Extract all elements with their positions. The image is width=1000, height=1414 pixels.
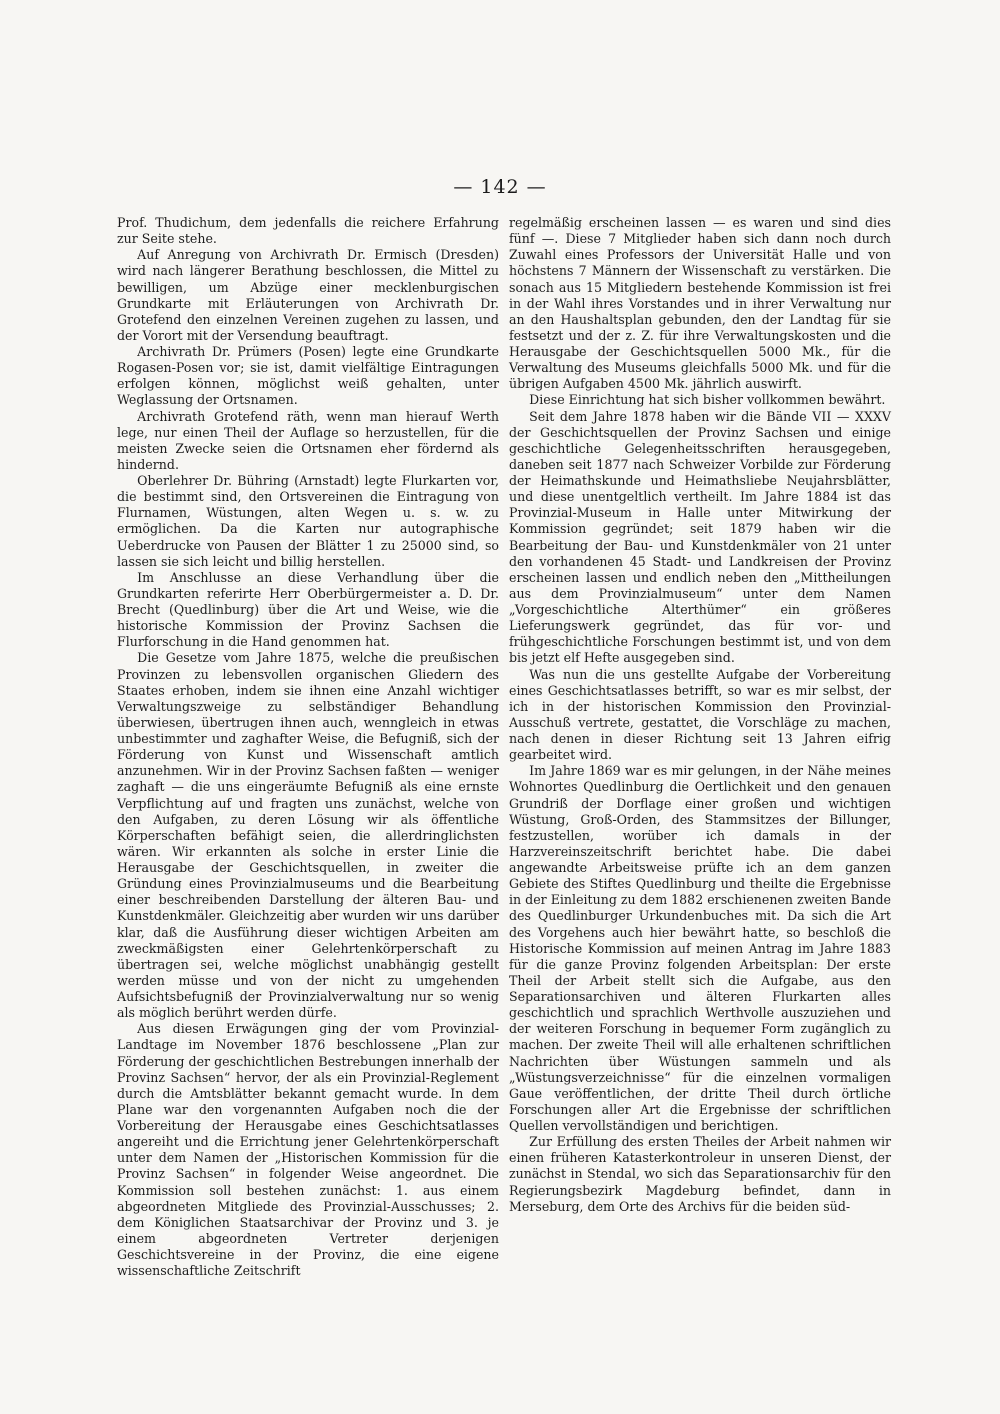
paragraph: Oberlehrer Dr. Bühring (Arnstadt) legte Flurkarten vor, die bestimmt sind, den Ortsvereinen die Eintragung von Flurnamen, Wüstungen, alten Wegen u. s. w. zu ermöglichen. Da die Karten nur autographische Ueberdrucke von Pausen der Blätter 1 zu 25000 sind, so lassen sie sich leicht und billig herstellen. [117,473,499,569]
paragraph: regelmäßig erscheinen lassen — es waren und sind dies fünf —. Diese 7 Mitglieder haben sich dann noch durch Zuwahl eines Professors der Universität Halle und von höchstens 7 Männern der Wissenschaft zu verstärken. Die sonach aus 15 Mitgliedern bestehende Kommission ist frei in der Wahl ihres Vorstandes und in ihrer Verwaltung nur an den Haushaltsplan gebunden, den der Landtag für sie festsetzt und der z. Z. für ihre Verwaltungskosten und die Herausgabe der Geschichtsquellen 5000 Mk., für die Verwaltung des Museums gleichfalls 5000 Mk. und für die übrigen Aufgaben 4500 Mk. jährlich auswirft. [509,215,891,392]
paragraph: Die Gesetze vom Jahre 1875, welche die preußischen Provinzen zu lebensvollen organischen Gliedern des Staates erhoben, indem sie ihnen eine Anzahl wichtiger Verwaltungszweige zu selbständiger Behandlung überwiesen, übertrugen ihnen auch, wenngleich in etwas unbestimmter und zaghafter Weise, die Befugniß, sich der Förderung von Kunst und Wissenschaft amtlich anzunehmen. Wir in der Provinz Sachsen faßten — weniger zaghaft — die uns eingeräumte Befugniß als eine ernste Verpflichtung auf und fragten uns zunächst, welche von den Aufgaben, zu deren Lösung wir als öffentliche Körperschaften befähigt seien, die allerdringlichsten wären. Wir erkannten als solche in erster Linie die Herausgabe der Geschichtsquellen, in zweiter die Gründung eines Provinzialmuseums und die Bearbeitung einer beschreibenden Darstellung der älteren Bau- und Kunstdenkmäler. Gleichzeitig aber wurden wir uns darüber klar, daß die Ausführung dieser wichtigen Arbeiten am zweckmäßigsten einer Gelehrtenkörperschaft zu übertragen sei, welche möglichst unabhängig gestellt werden müsse und von der nicht zu umgehenden Aufsichtsbefugniß der Provinzialverwaltung nur so wenig als möglich berührt werden dürfe. [117,650,499,1021]
left-column [117,215,499,1279]
paragraph: Auf Anregung von Archivrath Dr. Ermisch (Dresden) wird nach längerer Berathung beschlossen, die Mittel zu bewilligen, um Abzüge einer mecklenburgischen Grundkarte mit Erläuterungen von Archivrath Dr. Grotefend den einzelnen Vereinen zugehen zu lassen, und der Vorort mit der Versendung beauftragt. [117,247,499,343]
page-number: — 142 — [453,176,547,198]
paragraph: Seit dem Jahre 1878 haben wir die Bände VII — XXXV der Geschichtsquellen der Provinz Sachsen und einige geschichtliche Gelegenheitsschriften herausgegeben, daneben seit 1877 nach Schweizer Vorbilde zur Förderung der Heimathskunde und Heimathsliebe Neujahrsblätter, und diese unentgeltlich vertheilt. Im Jahre 1884 ist das Provinzial-Museum in Halle unter Mitwirkung der Kommission gegründet; seit 1879 haben wir die Bearbeitung der Bau- und Kunstdenkmäler von 21 unter den vorhandenen 45 Stadt- und Landkreisen der Provinz erscheinen lassen und endlich neben den „Mittheilungen aus dem Provinzialmuseum“ unter dem Namen „Vorgeschichtliche Alterthümer“ ein größeres Lieferungswerk gegründet, das für vor- und frühgeschichtliche Forschungen bestimmt ist, und von dem bis jetzt elf Hefte ausgegeben sind. [509,408,891,666]
paragraph: Archivrath Grotefend räth, wenn man hierauf Werth lege, nur einen Theil der Auflage so herzustellen, für die meisten Zwecke seien die Ortsnamen eher fördernd als hindernd. [117,408,499,472]
paragraph: Diese Einrichtung hat sich bisher vollkommen bewährt. [529,392,886,408]
paragraph: Aus diesen Erwägungen ging der vom Provinzial-Landtage im November 1876 beschlossene „Plan zur Förderung der geschichtlichen Bestrebungen innerhalb der Provinz Sachsen“ hervor, der als ein Provinzial-Reglement durch die Amtsblätter bekannt gemacht wurde. In dem Plane war den vorgenannten Aufgaben noch die der Vorbereitung der Herausgabe eines Geschichtsatlasses angereiht und die Errichtung jener Gelehrtenkörperschaft unter dem Namen der „Historischen Kommission für die Provinz Sachsen“ in folgender Weise angeordnet. Die Kommission soll bestehen zunächst: 1. aus einem abgeordneten Mitgliede des Provinzial-Ausschusses; 2. dem Königlichen Staatsarchivar der Provinz und 3. je einem abgeordneten Vertreter derjenigen Geschichtsvereine in der Provinz, die eine eigene wissenschaftliche Zeitschrift [117,1021,499,1279]
paragraph: Prof. Thudichum, dem jedenfalls die reichere Erfahrung zur Seite stehe. [117,215,499,247]
paragraph: Im Jahre 1869 war es mir gelungen, in der Nähe meines Wohnortes Quedlinburg die Oertlichkeit und den genauen Grundriß der Dorflage einer großen und wichtigen Wüstung, Groß-Orden, des Stammsitzes der Billunger, festzustellen, worüber ich damals in der Harzvereinszeitschrift berichtet habe. Die dabei angewandte Arbeitsweise prüfte ich an dem ganzen Gebiete des Stiftes Quedlinburg und theilte die Ergebnisse in der Einleitung zu dem 1882 erschienenen zweiten Bande des Quedlinburger Urkundenbuches mit. Da sich die Art des Vorgehens auch hier bewährt hatte, so beschloß die Historische Kommission auf meinen Antrag im Jahre 1883 für die ganze Provinz folgenden Arbeitsplan: Der erste Theil der Arbeit stellt sich die Aufgabe, aus den Separationsarchiven und älteren Flurkarten alles geschichtlich und sprachlich Werthvolle auszuziehen und der weiteren Forschung in bequemer Form zugänglich zu machen. Der zweite Theil will alle erhaltenen schriftlichen Nachrichten über Wüstungen sammeln und als „Wüstungsverzeichnisse“ für die einzelnen vormaligen Gaue veröffentlichen, der dritte Theil durch örtliche Forschungen aller Art die Ergebnisse der schriftlichen Quellen vervollständigen und berichtigen. [509,763,891,1133]
right-column [509,215,891,1215]
paragraph: Archivrath Dr. Prümers (Posen) legte eine Grundkarte Rogasen-Posen vor; sie ist, damit vielfältige Eintragungen erfolgen können, möglichst weiß gehalten, unter Weglassung der Ortsnamen. [117,344,499,408]
paragraph: Zur Erfüllung des ersten Theiles der Arbeit nahmen wir einen früheren Katasterkontroleur in unseren Dienst, der zunächst in Stendal, wo sich das Separationsarchiv für den Regierungsbezirk Magdeburg befindet, dann in Merseburg, dem Orte des Archivs für die beiden süd- [509,1134,891,1214]
paragraph: Was nun die uns gestellte Aufgabe der Vorbereitung eines Geschichtsatlasses betrifft, so war es mir selbst, der ich in der historischen Kommission den Provinzial-Ausschuß vertrete, gestattet, die Vorschläge zu machen, nach denen in dieser Richtung seit 13 Jahren eifrig gearbeitet wird. [509,666,891,763]
paragraph: Im Anschlusse an diese Verhandlung über die Grundkarten referirte Herr Oberbürgermeister a. D. Dr. Brecht (Quedlinburg) über die Art und Weise, wie die historische Kommission der Provinz Sachsen die Flurforschung in die Hand genommen hat. [117,569,499,650]
